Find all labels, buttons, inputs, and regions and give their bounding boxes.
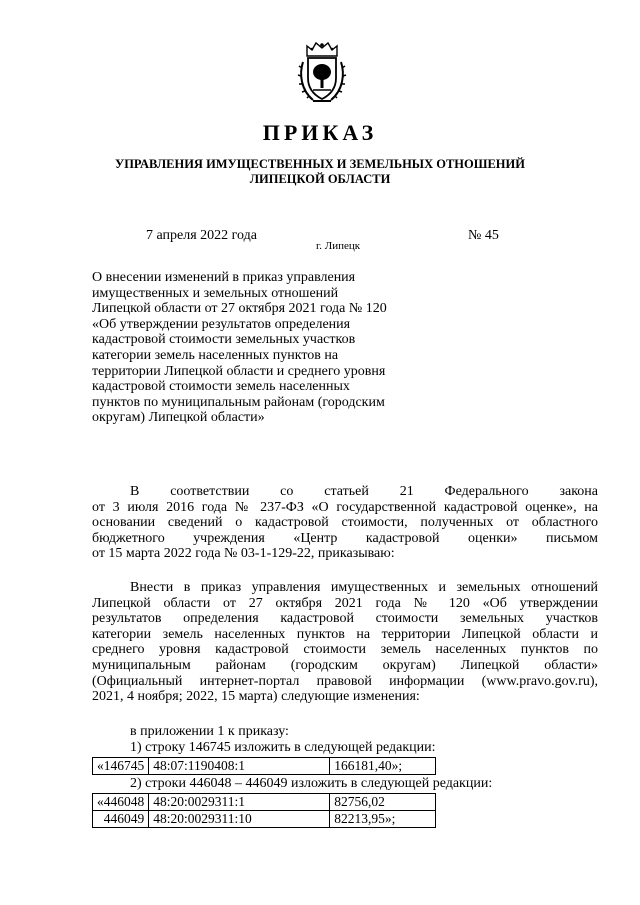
appendix-line: в приложении 1 к приказу: <box>130 724 289 739</box>
subject-line: категории земель населенных пунктов на <box>92 347 339 363</box>
table-row <box>93 758 436 775</box>
table-row <box>93 811 436 828</box>
table-cell-row-number: «146745 <box>93 758 149 775</box>
table-cell-cadastral-number: 48:20:0029311:1 <box>149 794 330 811</box>
item-2-label: 2) строки 446048 – 446049 изложить в следующей редакции: <box>130 776 493 791</box>
table-cell-cadastral-number: 48:07:1190408:1 <box>149 758 330 775</box>
table-cell-cadastral-value: 166181,40»; <box>330 758 436 775</box>
item-2-table <box>92 793 436 828</box>
subject-line: округам) Липецкой области» <box>92 410 265 426</box>
table-cell-row-number: 446049 <box>93 811 149 828</box>
table-cell-row-number: «446048 <box>93 794 149 811</box>
subject-line: имущественных и земельных отношений <box>92 285 339 301</box>
body-line: муниципальным районам (городским округам) Липецкой области» <box>92 657 598 673</box>
body-line: (Официальный интернет-портал правовой информации (www.pravo.gov.ru), <box>92 673 598 689</box>
table-cell-cadastral-number: 48:20:0029311:10 <box>149 811 330 828</box>
preamble-line: от 3 июля 2016 года № 237-ФЗ «О государственной кадастровой оценке», на <box>92 499 598 515</box>
issuer-name-line-1: УПРАВЛЕНИЯ ИМУЩЕСТВЕННЫХ И ЗЕМЕЛЬНЫХ ОТНОШЕНИЙ <box>115 157 525 171</box>
subject-line: О внесении изменений в приказ управления <box>92 270 356 285</box>
body-paragraph <box>92 580 598 705</box>
item-1-label: 1) строку 146745 изложить в следующей редакции: <box>130 740 436 755</box>
body-line: Внести в приказ управления имущественных и земельных отношений <box>130 580 598 595</box>
subject-line: «Об утверждении результатов определения <box>92 316 351 332</box>
preamble-paragraph <box>92 484 598 562</box>
preamble-line: бюджетного учреждения «Центр кадастровой оценки» письмом <box>92 530 598 546</box>
subject-line: кадастровой стоимости земельных участков <box>92 332 356 348</box>
body-line: 2021, 4 ноября; 2022, 15 марта) следующие изменения: <box>92 689 420 705</box>
issuer-name-line-2: ЛИПЕЦКОЙ ОБЛАСТИ <box>249 172 391 186</box>
subject-line: кадастровой стоимости земель населенных <box>92 379 350 395</box>
subject-line: Липецкой области от 27 октября 2021 года № 120 <box>92 301 387 317</box>
order-subject <box>92 270 387 426</box>
body-line: среднего уровня кадастровой стоимости земель населенных пунктов по <box>92 642 598 658</box>
preamble-line: В соответствии со статьей 21 Федерального закона <box>130 484 598 499</box>
preamble-line: от 15 марта 2022 года № 03-1-129-22, приказываю: <box>92 546 395 562</box>
body-line: категории земель населенных пунктов на территории Липецкой области и <box>92 626 598 642</box>
order-city: г. Липецк <box>316 240 361 252</box>
coat-of-arms-icon <box>297 40 347 106</box>
subject-line: территории Липецкой области и среднего уровня <box>92 363 386 379</box>
document-type-title: ПРИКАЗ <box>262 120 378 145</box>
subject-line: пунктов по муниципальным районам (городским <box>92 394 385 410</box>
body-line: результатов определения кадастровой стоимости земельных участков <box>92 611 598 627</box>
order-number: № 45 <box>468 228 499 243</box>
preamble-line: основании сведений о кадастровой стоимости, полученных от областного <box>92 515 598 531</box>
table-row <box>93 794 436 811</box>
order-date: 7 апреля 2022 года <box>146 228 257 243</box>
item-1-table <box>92 757 436 775</box>
body-line: Липецкой области от 27 октября 2021 года № 120 «Об утверждении <box>92 595 598 611</box>
table-cell-cadastral-value: 82213,95»; <box>330 811 436 828</box>
table-cell-cadastral-value: 82756,02 <box>330 794 436 811</box>
